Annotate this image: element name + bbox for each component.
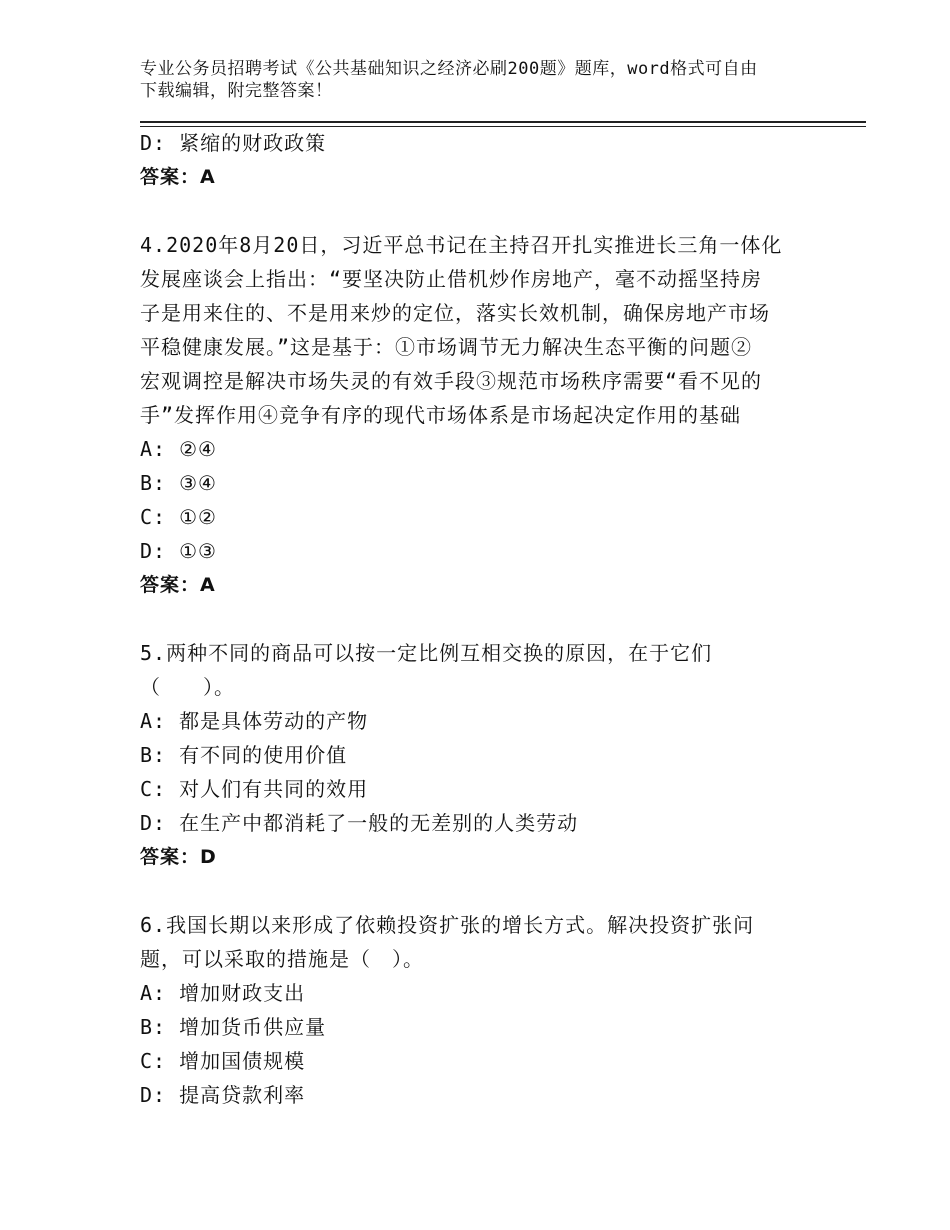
q4-option-a: A: ②④ [140,437,217,461]
q5-option-a: A: 都是具体劳动的产物 [140,709,369,733]
q5-answer: 答案：D [140,846,217,868]
q4-stem-line: 发展座谈会上指出：“要坚决防止借机炒作房地产，毫不动摇坚持房 [140,267,763,291]
q4-stem-line: 手”发挥作用④竞争有序的现代市场体系是市场起决定作用的基础 [140,403,742,427]
q5-stem-line: 5.两种不同的商品可以按一定比例互相交换的原因，在于它们 [140,641,713,665]
q4-stem-line: 子是用来住的、不是用来炒的定位，落实长效机制，确保房地产市场 [140,301,770,325]
q5-option-c: C: 对人们有共同的效用 [140,777,369,801]
q6-stem [140,908,810,976]
q3-option-d: D: 紧缩的财政政策 [140,131,327,155]
q4-stem [140,228,810,432]
q6-option-b: B: 增加货币供应量 [140,1015,327,1039]
q5-stem [140,636,810,704]
q5-stem-line: （ ）。 [140,675,235,699]
q6-option-c: C: 增加国债规模 [140,1049,306,1073]
q4-option-c: C: ①② [140,505,217,529]
header-line-1: 专业公务员招聘考试《公共基础知识之经济必刷200题》题库，word格式可自由 [140,59,758,79]
q6-option-a: A: 增加财政支出 [140,981,306,1005]
header-rule-thick [140,121,866,123]
page-header [140,58,840,102]
q4-option-b: B: ③④ [140,471,217,495]
question-content [140,126,810,1112]
q4-stem-line: 宏观调控是解决市场失灵的有效手段③规范市场秩序需要“看不见的 [140,369,763,393]
q6-stem-line: 6.我国长期以来形成了依赖投资扩张的增长方式。解决投资扩张问 [140,913,755,937]
q4-answer: 答案：A [140,574,216,596]
q3-answer: 答案：A [140,166,216,188]
spacer [140,194,810,228]
q6-stem-line: 题，可以采取的措施是（ ）。 [140,947,424,971]
q5-option-d: D: 在生产中都消耗了一般的无差别的人类劳动 [140,811,579,835]
spacer [140,874,810,908]
q4-option-d: D: ①③ [140,539,217,563]
spacer [140,602,810,636]
q5-option-b: B: 有不同的使用价值 [140,743,348,767]
q6-option-d: D: 提高贷款利率 [140,1083,306,1107]
q4-stem-line: 4.2020年8月20日，习近平总书记在主持召开扎实推进长三角一体化 [140,233,783,257]
q4-stem-line: 平稳健康发展。”这是基于：①市场调节无力解决生态平衡的问题② [140,335,753,359]
header-line-2: 下载编辑，附完整答案！ [140,81,333,101]
